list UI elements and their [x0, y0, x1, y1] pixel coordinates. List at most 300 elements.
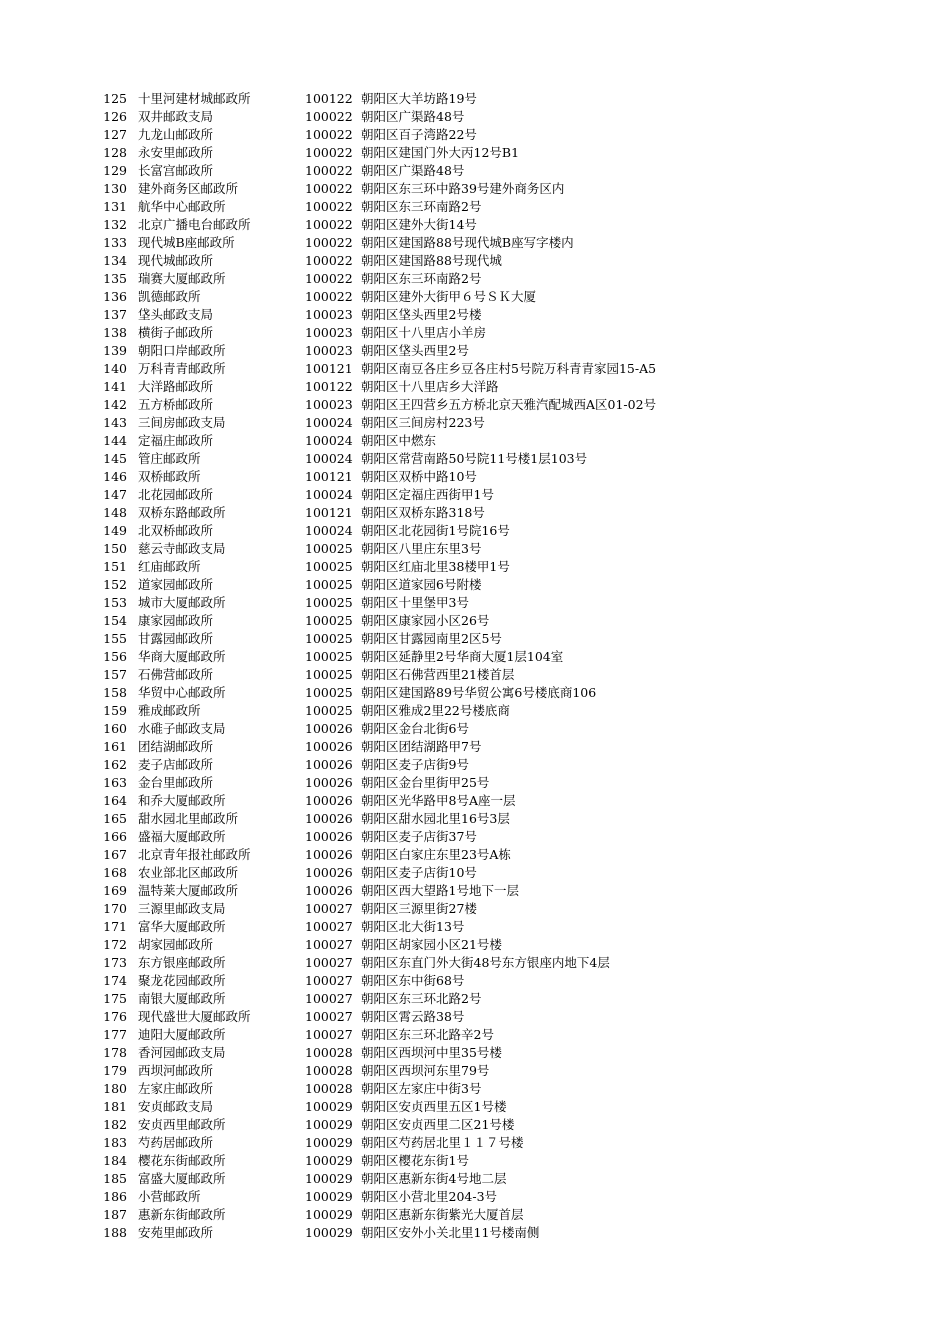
row-number: 147 [103, 487, 127, 502]
row-number: 142 [103, 397, 127, 412]
table-row [0, 234, 950, 252]
address: 朝阳区南豆各庄乡豆各庄村5号院万科青青家园15-A5 [361, 361, 657, 376]
table-row [0, 180, 950, 198]
post-office-name: 芍药居邮政所 [138, 1135, 214, 1150]
postal-code: 100121 [305, 505, 353, 520]
postal-code: 100023 [305, 325, 353, 340]
address: 朝阳区西坝河中里35号楼 [361, 1045, 502, 1060]
table-row [0, 648, 950, 666]
table-row [0, 702, 950, 720]
post-office-name: 樱花东街邮政所 [138, 1153, 226, 1168]
address: 朝阳区惠新东街紫光大厦首层 [361, 1207, 524, 1222]
address: 朝阳区建外大街14号 [361, 217, 477, 232]
post-office-name: 麦子店邮政所 [138, 757, 214, 772]
postal-code: 100025 [305, 667, 353, 682]
post-office-name: 北花园邮政所 [138, 487, 214, 502]
postal-code: 100027 [305, 1009, 353, 1024]
post-office-name: 北双桥邮政所 [138, 523, 214, 538]
postal-code: 100024 [305, 433, 353, 448]
row-number: 166 [103, 829, 127, 844]
row-number: 164 [103, 793, 127, 808]
postal-code: 100028 [305, 1045, 353, 1060]
post-office-name: 团结湖邮政所 [138, 739, 214, 754]
post-office-name: 小营邮政所 [138, 1189, 201, 1204]
table-row [0, 378, 950, 396]
address: 朝阳区广渠路48号 [361, 163, 465, 178]
post-office-name: 道家园邮政所 [138, 577, 214, 592]
row-number: 174 [103, 973, 127, 988]
post-office-name: 慈云寺邮政支局 [138, 541, 226, 556]
table-row [0, 810, 950, 828]
post-office-name: 温特莱大厦邮政所 [138, 883, 239, 898]
post-office-name: 现代城B座邮政所 [138, 235, 235, 250]
post-office-name: 左家庄邮政所 [138, 1081, 214, 1096]
address: 朝阳区建国路88号现代城B座写字楼内 [361, 235, 574, 250]
row-number: 144 [103, 433, 127, 448]
postal-code: 100029 [305, 1099, 353, 1114]
postal-code: 100025 [305, 613, 353, 628]
postal-code: 100022 [305, 145, 353, 160]
address: 朝阳区安外小关北里11号楼南侧 [361, 1225, 540, 1240]
address: 朝阳区东直门外大街48号东方银座内地下4层 [361, 955, 610, 970]
row-number: 133 [103, 235, 127, 250]
address: 朝阳区金台里街甲25号 [361, 775, 490, 790]
postal-code: 100026 [305, 829, 353, 844]
address: 朝阳区十里堡甲3号 [361, 595, 469, 610]
table-row [0, 432, 950, 450]
table-row [0, 252, 950, 270]
row-number: 128 [103, 145, 127, 160]
postal-code: 100026 [305, 811, 353, 826]
postal-code: 100121 [305, 469, 353, 484]
table-row [0, 594, 950, 612]
address: 朝阳区三源里街27楼 [361, 901, 477, 916]
address: 朝阳区惠新东街4号地二层 [361, 1171, 507, 1186]
postal-code: 100029 [305, 1135, 353, 1150]
post-office-table [0, 90, 950, 1242]
table-row [0, 1008, 950, 1026]
table-row [0, 126, 950, 144]
row-number: 132 [103, 217, 127, 232]
post-office-name: 朝阳口岸邮政所 [138, 343, 226, 358]
post-office-name: 华贸中心邮政所 [138, 685, 226, 700]
postal-code: 100029 [305, 1189, 353, 1204]
postal-code: 100027 [305, 919, 353, 934]
postal-code: 100025 [305, 577, 353, 592]
row-number: 176 [103, 1009, 127, 1024]
row-number: 177 [103, 1027, 127, 1042]
postal-code: 100024 [305, 523, 353, 538]
postal-code: 100024 [305, 415, 353, 430]
address: 朝阳区王四营乡五方桥北京天雅汽配城西A区01-02号 [361, 397, 657, 412]
row-number: 154 [103, 613, 127, 628]
postal-code: 100122 [305, 91, 353, 106]
address: 朝阳区东三环南路2号 [361, 199, 482, 214]
address: 朝阳区胡家园小区21号楼 [361, 937, 502, 952]
postal-code: 100023 [305, 343, 353, 358]
post-office-name: 定福庄邮政所 [138, 433, 214, 448]
address: 朝阳区安贞西里五区1号楼 [361, 1099, 507, 1114]
row-number: 181 [103, 1099, 127, 1114]
row-number: 179 [103, 1063, 127, 1078]
postal-code: 100026 [305, 721, 353, 736]
address: 朝阳区小营北里204-3号 [361, 1189, 498, 1204]
address: 朝阳区十八里店乡大洋路 [361, 379, 499, 394]
address: 朝阳区左家庄中街3号 [361, 1081, 482, 1096]
table-row [0, 918, 950, 936]
table-row [0, 1044, 950, 1062]
table-row [0, 504, 950, 522]
postal-code: 100022 [305, 127, 353, 142]
post-office-name: 管庄邮政所 [138, 451, 201, 466]
post-office-name: 十里河建材城邮政所 [138, 91, 251, 106]
address: 朝阳区雅成2里22号楼底商 [361, 703, 510, 718]
postal-code: 100029 [305, 1153, 353, 1168]
row-number: 155 [103, 631, 127, 646]
address: 朝阳区麦子店街37号 [361, 829, 477, 844]
table-row [0, 774, 950, 792]
table-row [0, 1152, 950, 1170]
row-number: 131 [103, 199, 127, 214]
row-number: 165 [103, 811, 127, 826]
table-row [0, 630, 950, 648]
table-row [0, 342, 950, 360]
row-number: 157 [103, 667, 127, 682]
postal-code: 100024 [305, 487, 353, 502]
table-row [0, 468, 950, 486]
post-office-name: 惠新东街邮政所 [138, 1207, 226, 1222]
row-number: 175 [103, 991, 127, 1006]
table-row [0, 972, 950, 990]
address: 朝阳区建国路88号现代城 [361, 253, 502, 268]
table-row [0, 738, 950, 756]
postal-code: 100027 [305, 937, 353, 952]
address: 朝阳区定福庄西街甲1号 [361, 487, 494, 502]
table-row [0, 1224, 950, 1242]
postal-code: 100029 [305, 1171, 353, 1186]
row-number: 172 [103, 937, 127, 952]
table-row [0, 612, 950, 630]
address: 朝阳区霄云路38号 [361, 1009, 465, 1024]
table-row [0, 1170, 950, 1188]
post-office-name: 南银大厦邮政所 [138, 991, 226, 1006]
postal-code: 100025 [305, 649, 353, 664]
postal-code: 100022 [305, 217, 353, 232]
post-office-name: 瑞赛大厦邮政所 [138, 271, 226, 286]
post-office-name: 大洋路邮政所 [138, 379, 214, 394]
postal-code: 100022 [305, 181, 353, 196]
postal-code: 100026 [305, 793, 353, 808]
address: 朝阳区垡头西里2号楼 [361, 307, 482, 322]
postal-code: 100028 [305, 1063, 353, 1078]
table-row [0, 684, 950, 702]
address: 朝阳区东三环北路辛2号 [361, 1027, 494, 1042]
row-number: 152 [103, 577, 127, 592]
table-row [0, 1062, 950, 1080]
table-row [0, 1098, 950, 1116]
row-number: 187 [103, 1207, 127, 1222]
postal-code: 100027 [305, 991, 353, 1006]
table-row [0, 900, 950, 918]
row-number: 126 [103, 109, 127, 124]
row-number: 125 [103, 91, 127, 106]
table-row [0, 558, 950, 576]
post-office-name: 建外商务区邮政所 [138, 181, 239, 196]
postal-code: 100026 [305, 739, 353, 754]
address: 朝阳区麦子店街10号 [361, 865, 477, 880]
address: 朝阳区北大街13号 [361, 919, 465, 934]
row-number: 149 [103, 523, 127, 538]
post-office-name: 安苑里邮政所 [138, 1225, 214, 1240]
post-office-name: 东方银座邮政所 [138, 955, 226, 970]
postal-code: 100022 [305, 163, 353, 178]
post-office-name: 双桥邮政所 [138, 469, 201, 484]
table-row [0, 576, 950, 594]
postal-code: 100026 [305, 865, 353, 880]
postal-code: 100025 [305, 685, 353, 700]
row-number: 145 [103, 451, 127, 466]
postal-code: 100027 [305, 973, 353, 988]
row-number: 137 [103, 307, 127, 322]
address: 朝阳区康家园小区26号 [361, 613, 490, 628]
table-row [0, 1188, 950, 1206]
postal-code: 100026 [305, 883, 353, 898]
row-number: 167 [103, 847, 127, 862]
address: 朝阳区建外大街甲６号ＳＫ大厦 [361, 289, 537, 304]
table-row [0, 1134, 950, 1152]
postal-code: 100024 [305, 451, 353, 466]
post-office-name: 航华中心邮政所 [138, 199, 226, 214]
table-row [0, 270, 950, 288]
postal-code: 100025 [305, 595, 353, 610]
postal-code: 100026 [305, 757, 353, 772]
post-office-name: 聚龙花园邮政所 [138, 973, 226, 988]
address: 朝阳区双桥中路10号 [361, 469, 477, 484]
postal-code: 100026 [305, 775, 353, 790]
post-office-name: 现代盛世大厦邮政所 [138, 1009, 251, 1024]
row-number: 138 [103, 325, 127, 340]
row-number: 169 [103, 883, 127, 898]
table-row [0, 666, 950, 684]
row-number: 150 [103, 541, 127, 556]
post-office-name: 安贞西里邮政所 [138, 1117, 226, 1132]
row-number: 185 [103, 1171, 127, 1186]
address: 朝阳区石佛营西里21楼首层 [361, 667, 515, 682]
table-row [0, 414, 950, 432]
address: 朝阳区建国门外大丙12号B1 [361, 145, 520, 160]
row-number: 171 [103, 919, 127, 934]
post-office-name: 华商大厦邮政所 [138, 649, 226, 664]
post-office-name: 农业部北区邮政所 [138, 865, 239, 880]
table-row [0, 522, 950, 540]
table-row [0, 486, 950, 504]
table-row [0, 1080, 950, 1098]
table-row [0, 198, 950, 216]
postal-code: 100122 [305, 379, 353, 394]
address: 朝阳区八里庄东里3号 [361, 541, 482, 556]
address: 朝阳区甘露园南里2区5号 [361, 631, 502, 646]
row-number: 163 [103, 775, 127, 790]
table-row [0, 990, 950, 1008]
table-row [0, 288, 950, 306]
post-office-name: 西坝河邮政所 [138, 1063, 214, 1078]
row-number: 136 [103, 289, 127, 304]
post-office-name: 富华大厦邮政所 [138, 919, 226, 934]
row-number: 188 [103, 1225, 127, 1240]
post-office-name: 三间房邮政支局 [138, 415, 226, 430]
post-office-name: 甘露园邮政所 [138, 631, 214, 646]
row-number: 186 [103, 1189, 127, 1204]
table-row [0, 846, 950, 864]
postal-code: 100023 [305, 307, 353, 322]
post-office-name: 城市大厦邮政所 [138, 595, 226, 610]
post-office-name: 胡家园邮政所 [138, 937, 214, 952]
postal-code: 100022 [305, 253, 353, 268]
table-row [0, 540, 950, 558]
post-office-name: 金台里邮政所 [138, 775, 214, 790]
post-office-name: 甜水园北里邮政所 [138, 811, 239, 826]
row-number: 160 [103, 721, 127, 736]
table-row [0, 450, 950, 468]
table-row [0, 108, 950, 126]
table-row [0, 144, 950, 162]
postal-code: 100029 [305, 1225, 353, 1240]
table-row [0, 1206, 950, 1224]
row-number: 143 [103, 415, 127, 430]
address: 朝阳区十八里店小羊房 [361, 325, 487, 340]
postal-code: 100025 [305, 541, 353, 556]
address: 朝阳区安贞西里二区21号楼 [361, 1117, 515, 1132]
address: 朝阳区光华路甲8号A座一层 [361, 793, 516, 808]
row-number: 129 [103, 163, 127, 178]
post-office-name: 万科青青邮政所 [138, 361, 226, 376]
address: 朝阳区三间房村223号 [361, 415, 485, 430]
table-row [0, 720, 950, 738]
post-office-name: 安贞邮政支局 [138, 1099, 214, 1114]
row-number: 135 [103, 271, 127, 286]
post-office-name: 五方桥邮政所 [138, 397, 214, 412]
post-office-name: 三源里邮政支局 [138, 901, 226, 916]
address: 朝阳区双桥东路318号 [361, 505, 485, 520]
post-office-name: 迪阳大厦邮政所 [138, 1027, 226, 1042]
address: 朝阳区延静里2号华商大厦1层104室 [361, 649, 564, 664]
postal-code: 100022 [305, 235, 353, 250]
post-office-name: 凯德邮政所 [138, 289, 201, 304]
address: 朝阳区西大望路1号地下一层 [361, 883, 519, 898]
address: 朝阳区金台北街6号 [361, 721, 469, 736]
address: 朝阳区建国路89号华贸公寓6号楼底商106 [361, 685, 597, 700]
table-row [0, 360, 950, 378]
table-row [0, 1116, 950, 1134]
address: 朝阳区甜水园北里16号3层 [361, 811, 510, 826]
post-office-name: 盛福大厦邮政所 [138, 829, 226, 844]
row-number: 180 [103, 1081, 127, 1096]
post-office-name: 长富宫邮政所 [138, 163, 214, 178]
row-number: 151 [103, 559, 127, 574]
row-number: 183 [103, 1135, 127, 1150]
post-office-name: 雅成邮政所 [138, 703, 201, 718]
table-row [0, 1026, 950, 1044]
post-office-name: 水碓子邮政支局 [138, 721, 226, 736]
row-number: 170 [103, 901, 127, 916]
postal-code: 100027 [305, 901, 353, 916]
postal-code: 100022 [305, 271, 353, 286]
table-row [0, 864, 950, 882]
postal-code: 100027 [305, 1027, 353, 1042]
post-office-name: 现代城邮政所 [138, 253, 214, 268]
address: 朝阳区白家庄东里23号A栋 [361, 847, 511, 862]
address: 朝阳区中燃东 [361, 433, 437, 448]
postal-code: 100025 [305, 703, 353, 718]
table-row [0, 396, 950, 414]
postal-code: 100025 [305, 559, 353, 574]
address: 朝阳区芍药居北里１１７号楼 [361, 1135, 524, 1150]
row-number: 162 [103, 757, 127, 772]
row-number: 141 [103, 379, 127, 394]
post-office-name: 北京青年报社邮政所 [138, 847, 251, 862]
post-office-name: 和乔大厦邮政所 [138, 793, 226, 808]
address: 朝阳区北花园街1号院16号 [361, 523, 510, 538]
postal-code: 100121 [305, 361, 353, 376]
address: 朝阳区百子湾路22号 [361, 127, 477, 142]
address: 朝阳区道家园6号附楼 [361, 577, 482, 592]
post-office-name: 富盛大厦邮政所 [138, 1171, 226, 1186]
row-number: 161 [103, 739, 127, 754]
postal-code: 100022 [305, 199, 353, 214]
address: 朝阳区常营南路50号院11号楼1层103号 [361, 451, 588, 466]
row-number: 148 [103, 505, 127, 520]
postal-code: 100023 [305, 397, 353, 412]
table-row [0, 216, 950, 234]
row-number: 168 [103, 865, 127, 880]
row-number: 127 [103, 127, 127, 142]
row-number: 139 [103, 343, 127, 358]
post-office-name: 北京广播电台邮政所 [138, 217, 251, 232]
post-office-name: 横街子邮政所 [138, 325, 214, 340]
post-office-name: 香河园邮政支局 [138, 1045, 226, 1060]
row-number: 146 [103, 469, 127, 484]
table-row [0, 162, 950, 180]
address: 朝阳区东三环北路2号 [361, 991, 482, 1006]
table-row [0, 936, 950, 954]
post-office-name: 双桥东路邮政所 [138, 505, 226, 520]
table-row [0, 90, 950, 108]
row-number: 184 [103, 1153, 127, 1168]
postal-code: 100025 [305, 631, 353, 646]
table-row [0, 792, 950, 810]
address: 朝阳区大羊坊路19号 [361, 91, 477, 106]
address: 朝阳区麦子店街9号 [361, 757, 469, 772]
postal-code: 100029 [305, 1117, 353, 1132]
table-row [0, 828, 950, 846]
postal-code: 100028 [305, 1081, 353, 1096]
post-office-name: 红庙邮政所 [138, 559, 201, 574]
postal-code: 100026 [305, 847, 353, 862]
row-number: 173 [103, 955, 127, 970]
post-office-name: 垡头邮政支局 [138, 307, 214, 322]
address: 朝阳区红庙北里38楼甲1号 [361, 559, 510, 574]
table-row [0, 756, 950, 774]
address: 朝阳区东中街68号 [361, 973, 465, 988]
table-row [0, 306, 950, 324]
row-number: 158 [103, 685, 127, 700]
row-number: 156 [103, 649, 127, 664]
post-office-name: 九龙山邮政所 [138, 127, 214, 142]
row-number: 140 [103, 361, 127, 376]
address: 朝阳区东三环中路39号建外商务区内 [361, 181, 565, 196]
post-office-name: 石佛营邮政所 [138, 667, 214, 682]
address: 朝阳区广渠路48号 [361, 109, 465, 124]
